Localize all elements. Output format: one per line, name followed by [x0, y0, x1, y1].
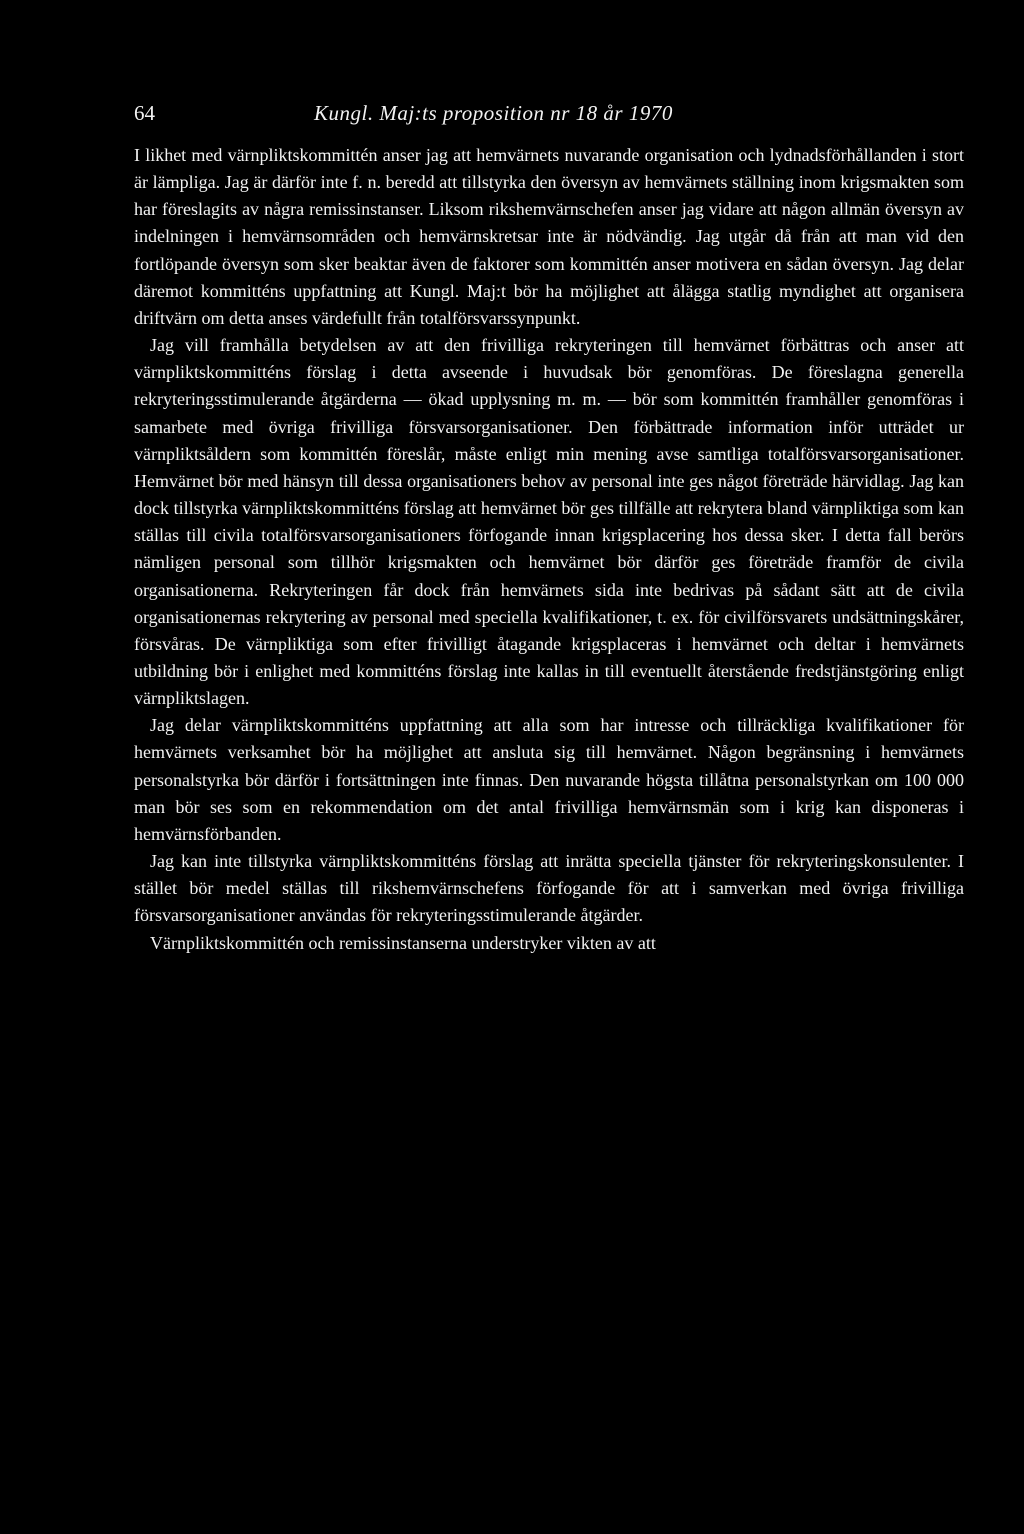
- paragraph-5: Värnpliktskommittén och remissinstanserna understryker vikten av att: [150, 932, 656, 953]
- paragraph-4: Jag kan inte tillstyrka värnpliktskommitténs förslag att inrätta speciella tjänster för rekryteringskonsulenter. I stället bör medel ställas till rikshemvärnschefens förfogande för att i samverkan med övriga frivilliga försvarsorganisationer användas för rekryteringsstimulerande åtgärder.: [134, 851, 964, 926]
- paragraph-2: Jag vill framhålla betydelsen av att den frivilliga rekryteringen till hemvärnet förbättras och anser att värnpliktskommitténs förslag i detta avseende i huvudsak bör genomföras. De föreslagna generella rekryteringsstimulerande åtgärderna — ökad upplysning m. m. — bör som kommittén framhåller genomföras i samarbete med övriga frivilliga försvarsorganisationer. Den förbättrade information inför utträdet ur värnpliktsåldern som kommittén föreslår, måste enligt min mening avse samtliga totalförsvarsorganisationer. Hemvärnet bör med hänsyn till dessa organisationers behov av personal inte ges något företräde härvidlag. Jag kan dock tillstyrka värnpliktskommitténs förslag att hemvärnet bör ges tillfälle att rekrytera bland värnpliktiga som kan ställas till civila totalförsvarsorganisationers förfogande innan krigsplacering hos dessa sker. I detta fall berörs nämligen personal som tillhör krigsmakten och hemvärnet bör därför ges företräde framför de civila organisationerna. Rekryteringen får dock från hemvärnets sida inte bedrivas på sådant sätt att de civila organisationernas rekrytering av personal med speciella kvalifikationer, t. ex. för civilförsvarets undsättningskårer, försvåras. De värnpliktiga som efter frivilligt åtagande krigsplaceras i hemvärnet och deltar i hemvärnets utbildning bör i enlighet med kommitténs förslag inte kallas in till eventuellt återstående fredstjänstgöring enligt värnpliktslagen.: [134, 335, 964, 709]
- page-header: [134, 96, 964, 130]
- running-title: Kungl. Maj:ts proposition nr 18 år 1970: [314, 101, 673, 125]
- body-text: [134, 142, 964, 957]
- paragraph-3: Jag delar värnpliktskommitténs uppfattning att alla som har intresse och tillräckliga kvalifikationer för hemvärnets verksamhet bör ha möjlighet att ansluta sig till hemvärnet. Någon begränsning i hemvärnets personalstyrka bör därför i fortsättningen inte finnas. Den nuvarande högsta tillåtna personalstyrkan om 100 000 man bör ses som en rekommendation om det antal frivilliga hemvärnsmän som i krig kan disponeras i hemvärnsförbanden.: [134, 715, 964, 844]
- paragraph-1: I likhet med värnpliktskommittén anser jag att hemvärnets nuvarande organisation och lydnadsförhållanden i stort är lämpliga. Jag är därför inte f. n. beredd att tillstyrka den översyn av hemvärnets ställning inom krigsmakten som har föreslagits av några remissinstanser. Liksom rikshemvärnschefen anser jag vidare att någon allmän översyn av indelningen i hemvärnsområden och hemvärnskretsar inte är nödvändig. Jag utgår då från att man vid den fortlöpande översyn som sker beaktar även de faktorer som kommittén anser motivera en sådan översyn. Jag delar däremot kommitténs uppfattning att Kungl. Maj:t bör ha möjlighet att ålägga statlig myndighet att organisera driftvärn om detta anses värdefullt från totalförsvarssynpunkt.: [134, 145, 964, 328]
- page-number: 64: [134, 101, 155, 125]
